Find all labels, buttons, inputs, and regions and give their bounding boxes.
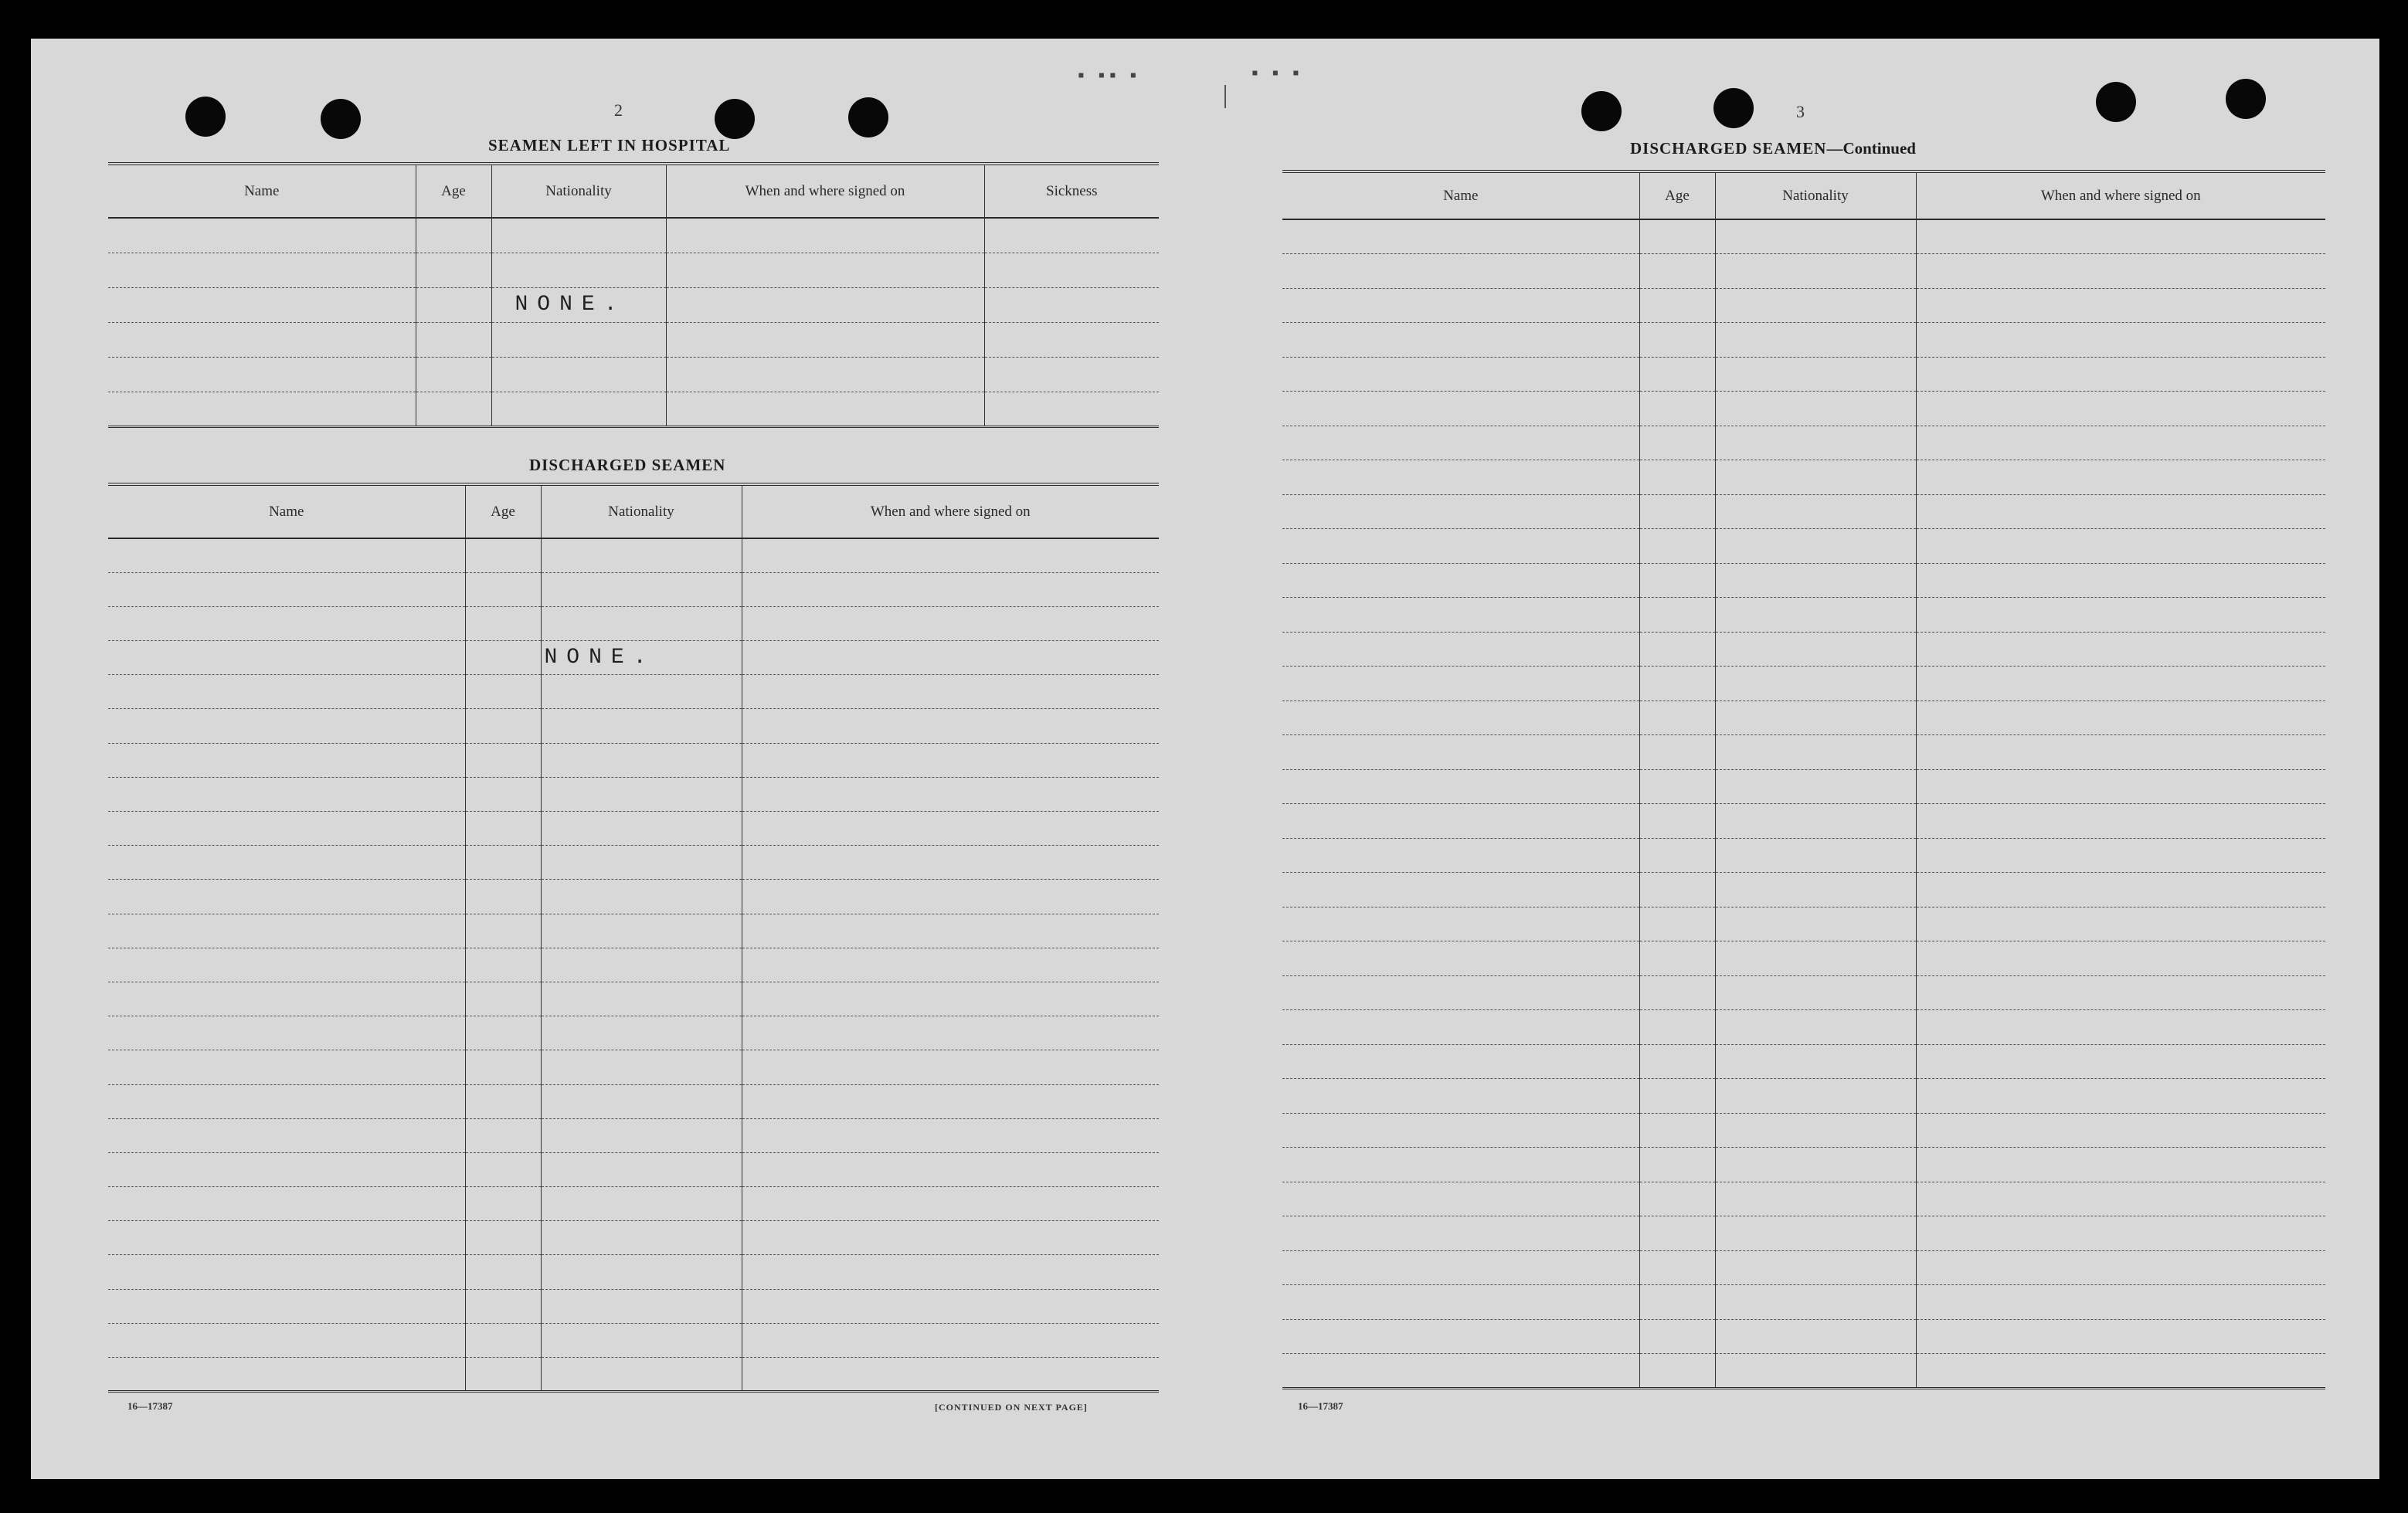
punch-hole [1713,88,1754,128]
table-row [108,709,1159,743]
table-row [1282,667,2325,701]
punch-hole [848,97,888,137]
table-row [1282,219,2325,254]
continued-note: [CONTINUED ON NEXT PAGE] [935,1402,1088,1413]
col-header-nationality: Nationality [1715,171,1916,219]
table-row [108,1152,1159,1186]
discharged-continued-title [1630,139,1916,158]
punch-hole [1581,91,1622,131]
table-row [108,392,1159,426]
ink-specks: ▪ ▪ ▪ [1252,63,1304,83]
punch-hole [715,99,755,139]
table-row [1282,529,2325,564]
table-row [1282,494,2325,529]
table-row [108,218,1159,253]
col-header-nationality: Nationality [491,164,666,218]
col-header-signed-on: When and where signed on [666,164,984,218]
col-header-name: Name [108,164,416,218]
table-row [1282,1182,2325,1216]
table-row [108,1289,1159,1323]
table-row [1282,701,2325,735]
continued-suffix: —Continued [1826,139,1916,158]
table-row [108,914,1159,948]
table-row [108,1016,1159,1050]
table-row [1282,460,2325,495]
table-row [108,538,1159,572]
table-row [108,948,1159,982]
ink-specks: ▪ ▪▪ ▪ [1078,66,1142,86]
table-row [1282,1044,2325,1079]
col-header-signed-on: When and where signed on [1916,171,2325,219]
table-row [108,322,1159,357]
hospital-section-title: SEAMEN LEFT IN HOSPITAL [488,136,731,154]
table-row [1282,873,2325,907]
discharged-section-title: DISCHARGED SEAMEN [529,456,726,474]
table-row [1282,426,2325,460]
table-row [108,777,1159,811]
table-row [1282,838,2325,873]
table-row [1282,1285,2325,1320]
col-header-name: Name [1282,171,1639,219]
table-row [1282,1010,2325,1045]
table-row [1282,1319,2325,1354]
punch-hole [321,99,361,139]
col-header-age: Age [1639,171,1715,219]
table-row [1282,563,2325,598]
table-row [1282,1250,2325,1285]
table-row [108,606,1159,640]
center-fold [1224,85,1226,108]
table-row [1282,1354,2325,1389]
table-row [108,1358,1159,1392]
table-row [1282,1216,2325,1251]
discharged-table [108,483,1159,1393]
table-row [1282,254,2325,289]
col-header-sickness: Sickness [984,164,1159,218]
hospital-table [108,162,1159,428]
col-header-age: Age [416,164,491,218]
table-row [108,1323,1159,1357]
col-header-age: Age [465,484,541,538]
table-row [108,641,1159,675]
table-row [108,1255,1159,1289]
form-number-right: 16—17387 [1298,1400,1343,1412]
punch-hole [2226,79,2266,119]
table-row [108,1118,1159,1152]
hospital-entry-none: NONE. [491,287,666,322]
table-row [108,812,1159,846]
table-row [1282,1113,2325,1148]
col-header-nationality: Nationality [541,484,742,538]
table-row [108,253,1159,287]
table-row [108,357,1159,392]
table-row [1282,632,2325,667]
document-sheet [31,39,2379,1479]
punch-hole [185,97,226,137]
table-row [1282,288,2325,323]
table-row [108,846,1159,880]
table-row [108,743,1159,777]
table-row [1282,941,2325,976]
punch-hole [2096,82,2136,122]
table-row [1282,1079,2325,1114]
discharged-continued-title-text: DISCHARGED SEAMEN [1630,139,1827,158]
table-row [1282,1148,2325,1182]
table-row [108,1221,1159,1255]
form-number-left: 16—17387 [127,1400,173,1412]
table-row [108,1050,1159,1084]
col-header-name: Name [108,484,465,538]
page-number-left: 2 [614,100,623,120]
table-row [108,1084,1159,1118]
page-number-right: 3 [1796,102,1805,121]
col-header-signed-on: When and where signed on [742,484,1159,538]
table-row [108,675,1159,709]
discharged-entry-none: NONE. [541,641,742,675]
table-row [108,287,1159,322]
table-row [1282,323,2325,358]
table-row [1282,975,2325,1010]
table-row [108,1187,1159,1221]
discharged-continued-table [1282,170,2325,1389]
table-row [1282,357,2325,392]
table-row [1282,907,2325,941]
table-row [108,880,1159,914]
table-row [1282,392,2325,426]
table-row [108,982,1159,1016]
table-row [1282,769,2325,804]
table-row [1282,598,2325,633]
table-row [1282,735,2325,770]
table-row [108,572,1159,606]
table-row [1282,804,2325,839]
